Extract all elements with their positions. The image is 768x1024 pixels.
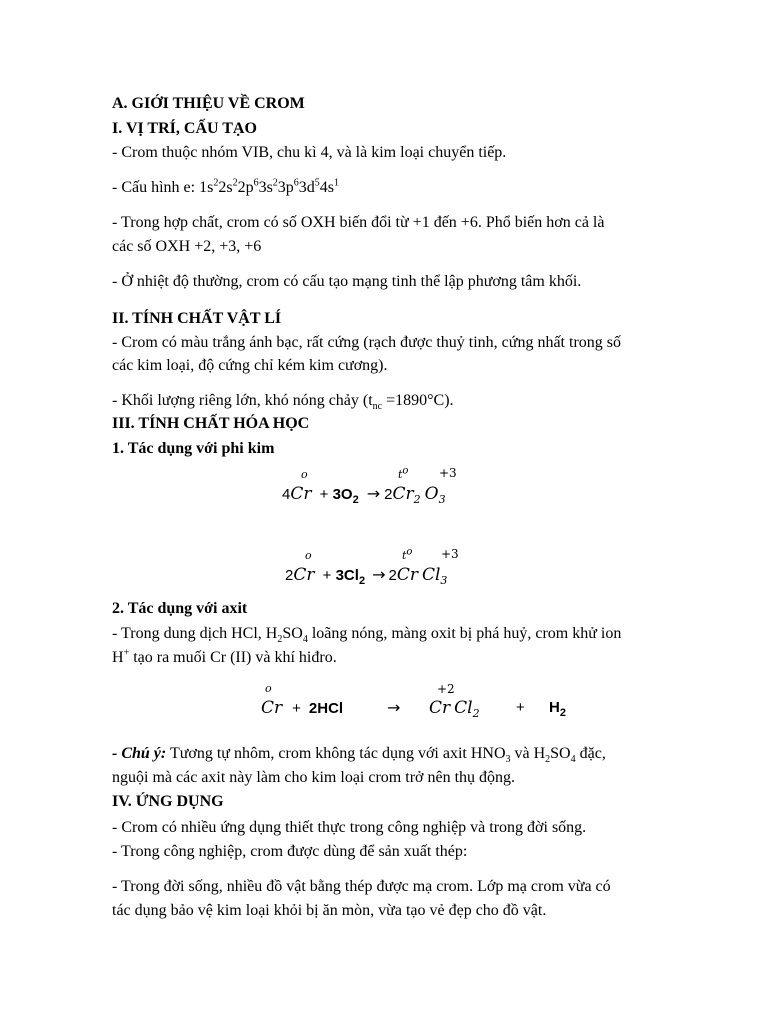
section-4-para-3-line-2: tác dụng bảo vệ kim loại khỏi bị ăn mòn, vừa tạo vẻ đẹp cho đồ vật. — [112, 902, 547, 919]
eq3-oxidation-state-cr: o — [265, 682, 272, 695]
eq2-oxidation-state-product: +3 — [441, 547, 459, 561]
eq3-oxidation-state-product: +2 — [437, 682, 455, 696]
section-1-para-3-line-2: các số OXH +2, +3, +6 — [112, 238, 262, 255]
note-label: - Chú ý: — [112, 745, 167, 762]
section-1-heading: I. VỊ TRÍ, CẤU TẠO — [112, 120, 257, 137]
section-2-heading: II. TÍNH CHẤT VẬT LÍ — [112, 310, 282, 327]
section-3-para-1-line-2: H+ tạo ra muối Cr (II) và khí hiđro. — [112, 647, 337, 666]
electron-config-prefix: - Cấu hình e: — [112, 179, 200, 196]
electron-config-line — [112, 178, 339, 198]
eq2-condition: $t^o$ — [402, 546, 413, 562]
section-4-para-1: - Crom có nhiều ứng dụng thiết thực trong công nghiệp và trong đời sống. — [112, 819, 587, 836]
eq1-formula: $4Cr + 3O_2 \to 2Cr_2$ $O_3$ — [282, 484, 446, 507]
section-2-para-1-line-1: - Crom có màu trắng ánh bạc, rất cứng (rạch được thuỷ tinh, cứng nhất trong số — [112, 334, 621, 351]
section-2-para-2: - Khối lượng riêng lớn, khó nóng chảy $(t_{nc} =1890^\circ C)$. — [112, 392, 454, 413]
electron-config: $1s^22s^22p^63s^23p^63d^54s^1$ — [199, 177, 340, 196]
section-1-para-4: - Ở nhiệt độ thường, crom có cấu tạo mạng tinh thể lập phương tâm khối. — [112, 273, 582, 290]
eq1-oxidation-state-product: +3 — [439, 466, 457, 480]
eq1-condition: $t^o$ — [398, 465, 409, 481]
section-1-para-1: - Crom thuộc nhóm VIB, chu kì 4, và là kim loại chuyển tiếp. — [112, 144, 507, 161]
eq3-formula: Cr + 2HCl → Cr $Cl_2$ + $H_2$ — [261, 698, 566, 721]
note-line-1: - Chú ý: Tương tự nhôm, crom không tác dụng với axit $HNO_3$ và $H_2SO_4$ đặc, — [112, 745, 606, 766]
eq2-oxidation-state-cr: o — [305, 549, 312, 562]
eq1-oxidation-state-cr: o — [301, 468, 308, 481]
note-line-2: nguội mà các axit này làm cho kim loại crom trở nên thụ động. — [112, 769, 516, 786]
section-4-para-2: - Trong công nghiệp, crom được dùng để sản xuất thép: — [112, 843, 468, 860]
section-1-para-3-line-1: - Trong hợp chất, crom có số OXH biến đổi từ +1 đến +6. Phổ biến hơn cả là — [112, 214, 605, 231]
section-3-para-1-line-1: - Trong dung dịch HCl, $H_2SO_4$ loãng nóng, màng oxit bị phá huỷ, crom khử ion — [112, 625, 622, 646]
section-3-heading: III. TÍNH CHẤT HÓA HỌC — [112, 415, 310, 432]
document-title: A. GIỚI THIỆU VỀ CROM — [112, 95, 305, 112]
section-2-para-1-line-2: các kim loại, độ cứng chỉ kém kim cương). — [112, 357, 388, 374]
section-4-heading: IV. ỨNG DỤNG — [112, 793, 224, 810]
subsection-2-heading: 2. Tác dụng với axit — [112, 600, 248, 617]
section-4-para-3-line-1: - Trong đời sống, nhiều đồ vật bằng thép được mạ crom. Lớp mạ crom vừa có — [112, 878, 611, 895]
eq2-formula: $2Cr + 3Cl_2 \to 2Cr$ $Cl_3$ — [285, 565, 448, 588]
subsection-1-heading: 1. Tác dụng với phi kim — [112, 440, 275, 457]
